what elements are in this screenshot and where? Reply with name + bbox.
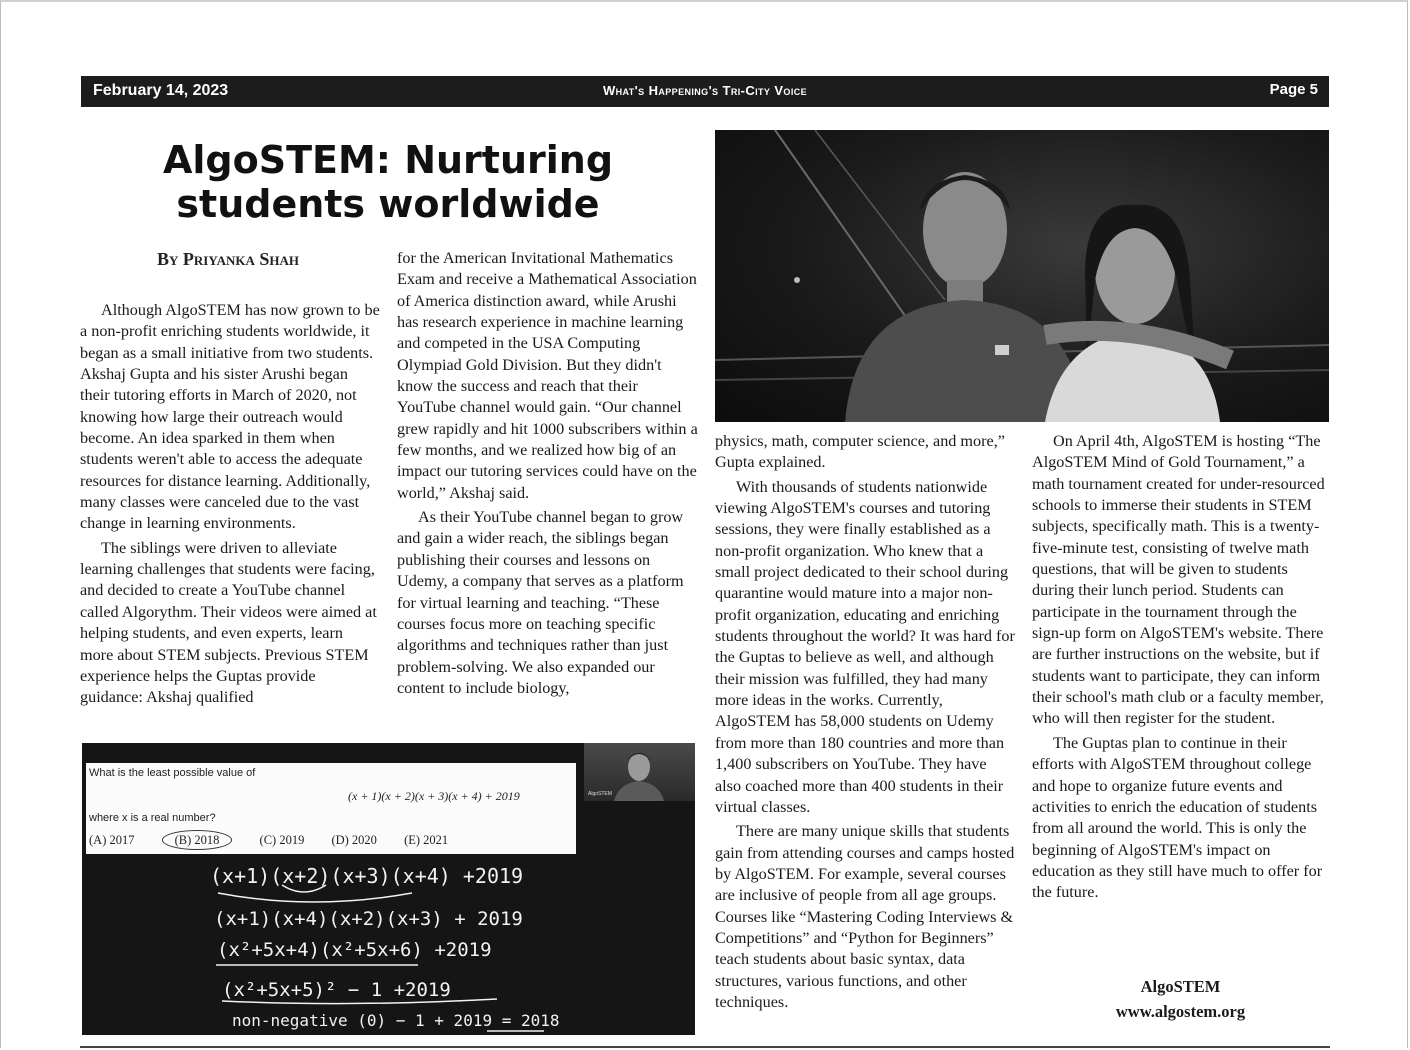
page-number: Page 5 (1269, 81, 1318, 98)
paragraph: The siblings were driven to alleviate learning challenges that students were facing, and decided to create a YouTube channel called Algorythm. Their videos were aimed at helping students, and even experts, learn more about STEM subjects. Previous STEM experience helps the Guptas provide guidance: Akshaj qualified (80, 538, 377, 707)
hw-line-2: (x+1)(x+4)(x+2)(x+3) + 2019 (214, 908, 523, 930)
paragraph: Although AlgoSTEM has now grown to be a non-profit enriching students worldwide, it began as a small initiative from two students. Akshaj Gupta and his sister Arushi began their tutoring efforts in March of 2020, not knowing how large their outreach would become. An idea sparked in them when students weren't able to access the adequate resources for distance learning. Additionally, many classes were canceled due to the vast change in learning environments. (80, 301, 380, 533)
math-video-screenshot (82, 743, 695, 1035)
paragraph: With thousands of students nationwide viewing AlgoSTEM's courses and tutoring sessions, they were finally established as a non-profit organization. Who knew that a small project dedicated to their school during quarantine would mature into a major non-profit organization, educating and enriching students throughout the world? It was hard for the Guptas to believe as well, and although their mission was fulfilled, they had many more ideas in the works. Currently, AlgoSTEM has 58,000 students on Udemy from more than 180 countries and more than 1,400 subscribers on YouTube. They have also coached more than 400 students in their virtual classes. (715, 477, 1015, 816)
choice-b: (B) 2018 (162, 830, 233, 850)
question-expression: (x + 1)(x + 2)(x + 3)(x + 4) + 2019 (348, 789, 520, 803)
article-column-3 (715, 431, 1015, 1016)
choice-e: (E) 2021 (404, 833, 449, 847)
photo-credit (1032, 974, 1329, 1024)
paragraph: As their YouTube channel began to grow and gain a wider reach, the siblings began publishing their courses and lessons on Udemy, a company that serves as a platform for virtual learning and teaching. “These courses focus more on teaching specific algorithms and techniques rather than just problem-solving. We also expanded our content to include biology, (397, 508, 684, 697)
article-column-4 (1032, 431, 1332, 907)
paragraph: The Guptas plan to continue in their efforts with AlgoSTEM throughout college and hope to organize future events and activities to enrich the education of students from all around the world. This is only the beginning of AlgoSTEM's impact on education as they still have much to offer for the future. (1032, 733, 1323, 902)
question-prefix: What is the least possible value of (89, 767, 256, 779)
article-column-2 (397, 248, 699, 702)
paragraph: for the American Invitational Mathematics Exam and receive a Mathematical Association of America distinction award, while Arushi has research experience in machine learning and competed in the USA Computing Olympiad Gold Division. But they didn't know the success and reach that their YouTube channel would gain. “Our channel grew rapidly and hit 1000 subscribers within a few months, and we realized how big of an impact our tutoring services could have on the world,” Akshaj said. (397, 249, 698, 502)
founders-photo (715, 130, 1329, 422)
paragraph: There are many unique skills that students gain from attending courses and camps hosted by AlgoSTEM. For example, several courses are inclusive of people from all age groups. Courses like “Mastering Coding Interviews & Competitions” and “Python for Beginners” teach students about basic syntax, data structures, various functions, and other techniques. (715, 822, 1015, 1011)
question-suffix: where x is a real number? (89, 812, 216, 824)
hw-line-1: (x+1)(x+2)(x+3)(x+4) +2019 (210, 864, 524, 888)
choice-d: (D) 2020 (331, 833, 377, 847)
hw-line-3: (x²+5x+4)(x²+5x+6) +2019 (217, 939, 492, 961)
founders-photo-illustration (715, 130, 1329, 422)
bottom-rule (80, 1046, 1330, 1048)
article-column-1 (80, 300, 380, 712)
paragraph: On April 4th, AlgoSTEM is hosting “The AlgoSTEM Mind of Gold Tournament,” a math tournament created for under-resourced schools to immerse their students in STEM subjects, specifically math. This is a twenty-five-minute test, consisting of twelve math questions, that will be given to students during their lunch period. Students can participate in the tournament through the sign-up form on AlgoSTEM's website. There are further instructions on the website, but if students want to participate, they can inform their school's math club or a faculty member, who will then register for the student. (1032, 432, 1325, 728)
webcam-label: AlgoSTEM (588, 791, 612, 797)
credit-url: www.algostem.org (1115, 1002, 1246, 1021)
hw-line-4: (x²+5x+5)² − 1 +2019 (222, 979, 451, 1001)
article-headline: AlgoSTEM: Nurturing students worldwide (162, 138, 614, 226)
hw-line-5: non-negative (0) − 1 + 2019 = 2018 (232, 1011, 560, 1030)
publication-name: What's Happening's Tri-City Voice (602, 83, 808, 98)
credit-org: AlgoSTEM (1140, 977, 1221, 996)
paragraph: physics, math, computer science, and more,” Gupta explained. (715, 432, 1005, 472)
choice-a: (A) 2017 (89, 833, 135, 847)
byline: By Priyanka Shah (157, 249, 299, 269)
masthead-bar (81, 76, 1329, 107)
choice-c: (C) 2019 (259, 833, 305, 847)
handwritten-solution (82, 743, 695, 1035)
issue-date: February 14, 2023 (93, 82, 229, 99)
